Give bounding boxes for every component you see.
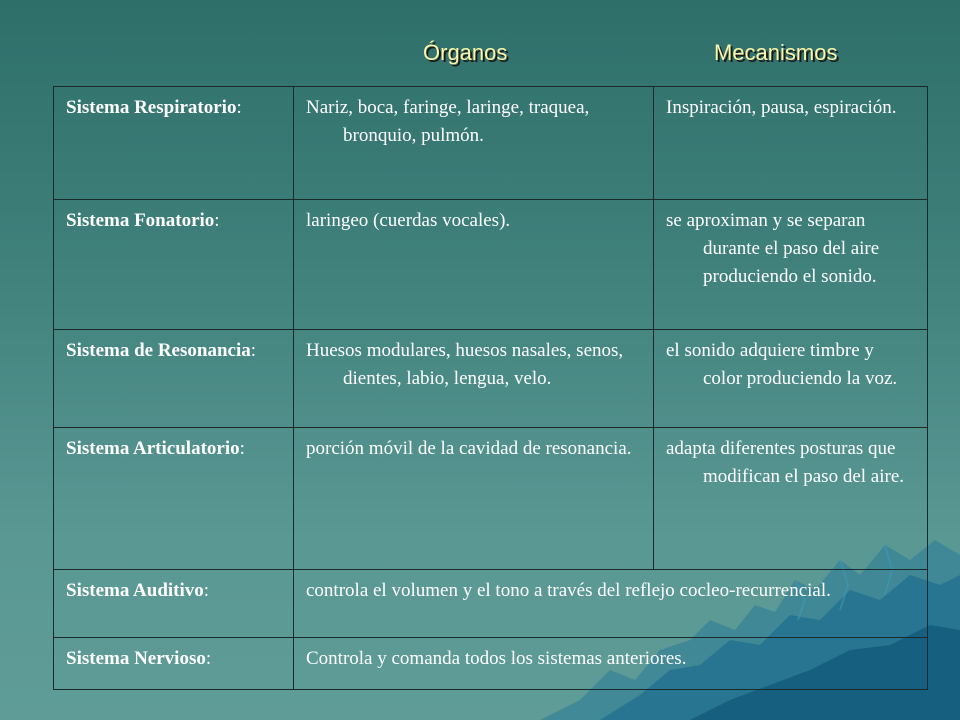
system-cell (54, 200, 294, 330)
column-headers (0, 40, 960, 76)
combined-text: controla el volumen y el tono a través del reflejo cocleo-recurrencial. (306, 580, 831, 601)
system-colon: : (250, 340, 257, 361)
system-colon: : (239, 438, 245, 459)
system-colon: : (214, 210, 220, 231)
mechanism-text: se aproximan y se separan durante el paso del aire produciendo el sonido. (666, 210, 880, 287)
organs-cell (294, 428, 654, 570)
table-row (54, 330, 928, 428)
table-row (54, 570, 928, 638)
system-colon: : (203, 580, 210, 601)
system-name: Sistema Fonatorio (66, 210, 215, 231)
combined-cell (294, 638, 928, 690)
system-name: Sistema Nervioso (66, 648, 206, 669)
systems-table (53, 86, 928, 690)
system-cell (54, 570, 294, 638)
system-name: Sistema de Resonancia (66, 340, 251, 361)
organs-text: laringeo (cuerdas vocales). (306, 210, 511, 231)
system-name: Sistema Auditivo (66, 580, 204, 601)
combined-text: Controla y comanda todos los sistemas anteriores. (306, 648, 687, 669)
organs-text: Huesos modulares, huesos nasales, senos, dientes, labio, lengua, velo. (306, 340, 624, 389)
header-organos: Órganos (423, 40, 508, 65)
table-row (54, 200, 928, 330)
combined-cell (294, 570, 928, 638)
organs-cell (294, 330, 654, 428)
system-name: Sistema Respiratorio (66, 97, 237, 118)
system-cell (54, 330, 294, 428)
mechanism-text: adapta diferentes posturas que modifican el paso del aire. (666, 438, 905, 487)
organs-text: porción móvil de la cavidad de resonancia. (306, 438, 632, 459)
system-cell (54, 428, 294, 570)
mechanism-cell (654, 200, 928, 330)
table-row (54, 87, 928, 200)
system-name: Sistema Articulatorio (66, 438, 240, 459)
table-row (54, 638, 928, 690)
system-cell (54, 638, 294, 690)
mechanism-cell (654, 428, 928, 570)
mechanism-cell (654, 330, 928, 428)
system-colon: : (236, 97, 242, 118)
system-cell (54, 87, 294, 200)
organs-text: Nariz, boca, faringe, laringe, traquea, bronquio, pulmón. (306, 97, 590, 146)
organs-cell (294, 200, 654, 330)
table-row (54, 428, 928, 570)
header-mecanismos: Mecanismos (714, 40, 838, 65)
system-colon: : (205, 648, 212, 669)
mechanism-cell (654, 87, 928, 200)
organs-cell (294, 87, 654, 200)
mechanism-text: Inspiración, pausa, espiración. (666, 97, 897, 118)
mechanism-text: el sonido adquiere timbre y color produciendo la voz. (666, 340, 898, 389)
